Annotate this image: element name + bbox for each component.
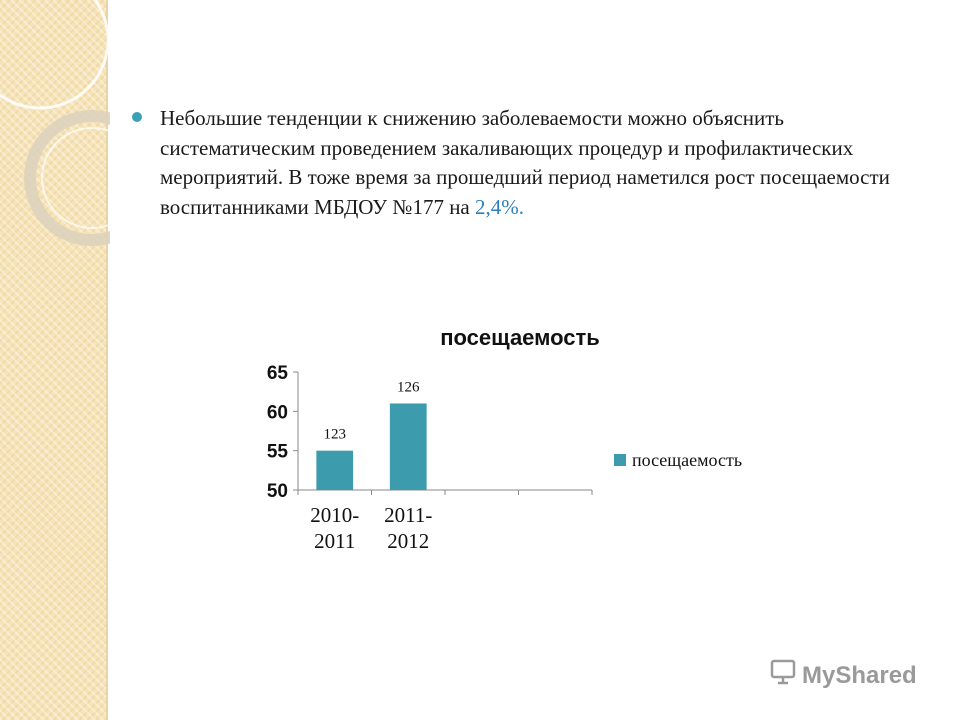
bar-data-label: 123 [323, 426, 346, 443]
bullet-point [132, 112, 142, 122]
decorative-ring-large [0, 0, 108, 108]
decorative-ring-inner [42, 128, 110, 228]
monitor-icon [772, 661, 794, 683]
x-tick-label: 2011 [314, 529, 356, 553]
watermark-text: MyShared [802, 662, 917, 689]
y-tick-label: 55 [266, 441, 288, 463]
y-tick-label: 60 [266, 402, 288, 424]
x-tick-label: 2012 [387, 529, 430, 553]
legend-label: посещаемость [632, 450, 743, 470]
y-tick-label: 50 [266, 481, 288, 502]
legend-swatch [614, 454, 626, 466]
plot-area [267, 363, 592, 553]
x-tick-label: 2011- [384, 503, 433, 527]
attendance-chart [240, 310, 840, 580]
y-tick-label: 65 [266, 363, 288, 384]
x-tick-label: 2010- [310, 503, 360, 527]
decorative-rings [0, 0, 110, 260]
bar [390, 403, 427, 490]
paragraph-text: Небольшие тенденции к снижению заболеваемости можно объяснить систематическим проведением закаливающих процедур и профилактических мероприятий. В тоже время за прошедший период наметился рост посещаемости воспитанниками МБДОУ №177 на [160, 106, 890, 219]
chart-legend [614, 450, 742, 470]
chart-title: посещаемость [440, 325, 600, 350]
bar [316, 451, 353, 490]
myshared-watermark [768, 655, 928, 695]
body-paragraph [160, 104, 900, 222]
paragraph-highlight: 2,4%. [475, 194, 524, 219]
bar-data-label: 126 [397, 379, 420, 396]
